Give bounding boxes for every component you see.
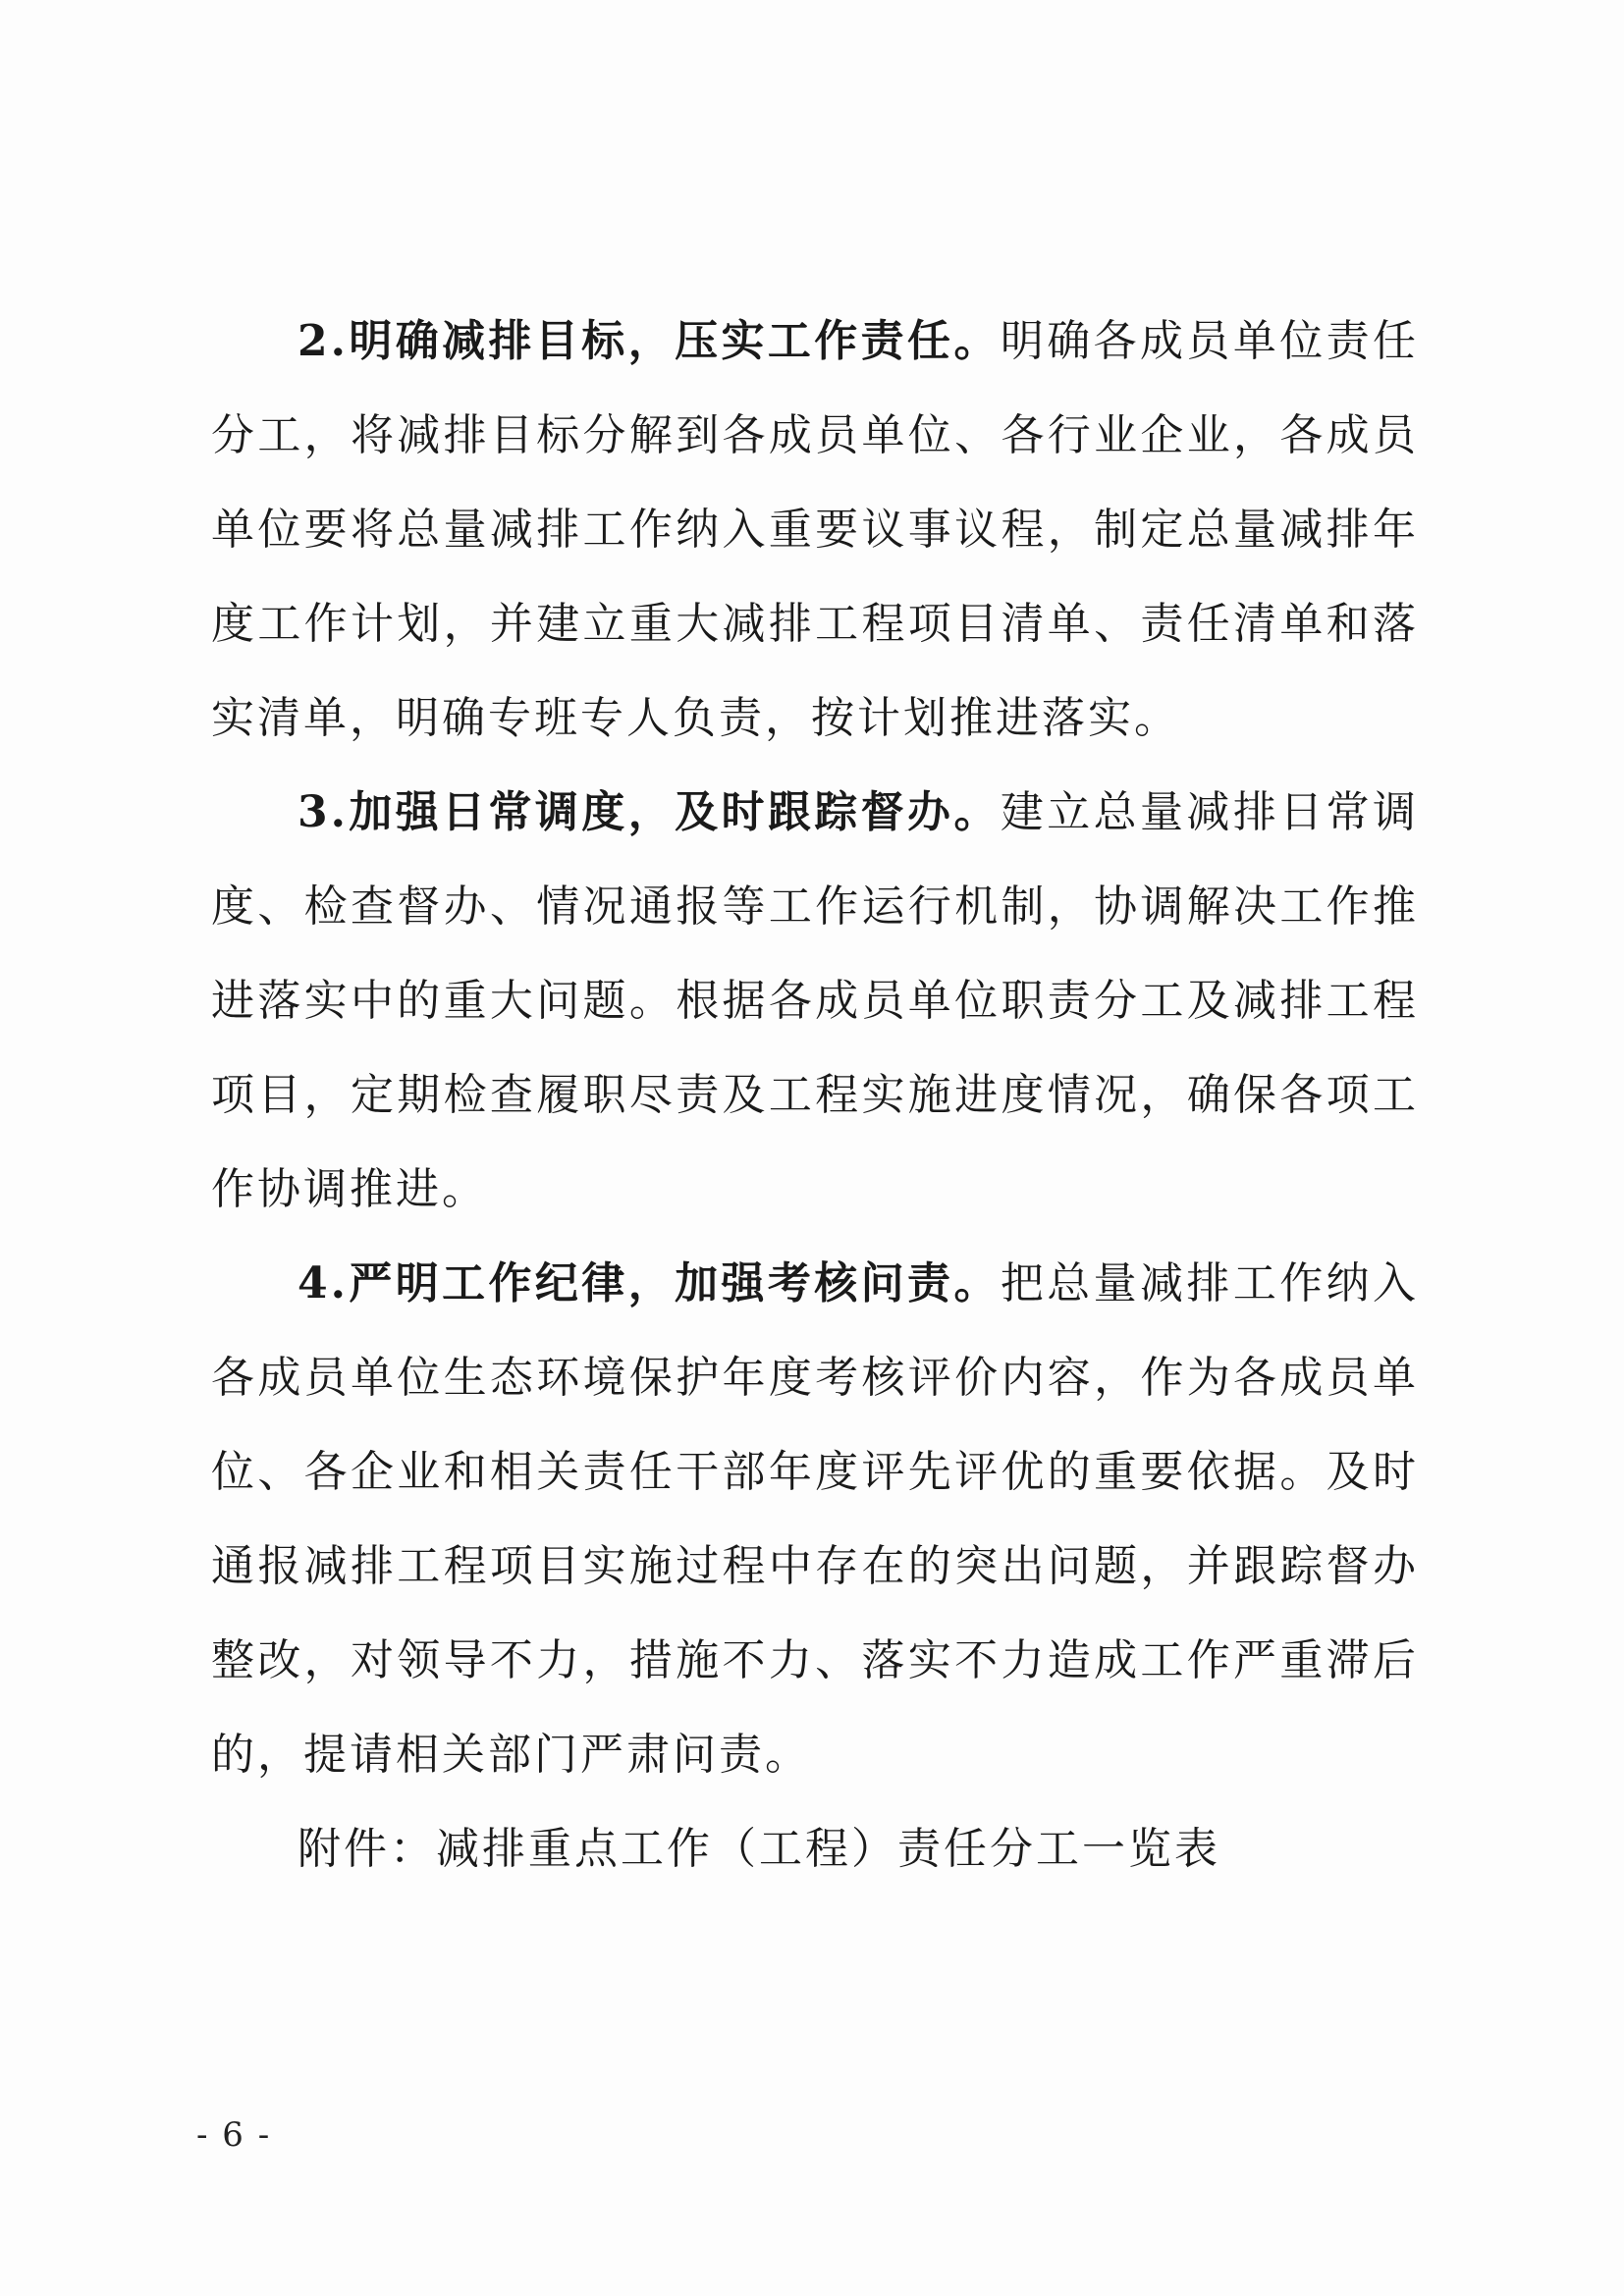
paragraph-4	[211, 1237, 1419, 1802]
paragraph-2-text: 明确各成员单位责任分工，将减排目标分解到各成员单位、各行业企业，各成员单位要将总量减排工作纳入重要议事议程，制定总量减排年度工作计划，并建立重大减排工程项目清单、责任清单和落实清单，明确专班专人负责，按计划推进落实。	[211, 316, 1419, 743]
paragraph-4-title: 4.严明工作纪律，加强考核问责。	[298, 1258, 1001, 1308]
paragraph-2	[211, 294, 1419, 766]
page-number: - 6 -	[196, 2115, 272, 2155]
paragraph-3-title: 3.加强日常调度，及时跟踪督办。	[298, 787, 1001, 837]
paragraph-2-title: 2.明确减排目标，压实工作责任。	[298, 316, 1001, 366]
document-body	[211, 294, 1419, 1896]
paragraph-3	[211, 766, 1419, 1237]
paragraph-4-text: 把总量减排工作纳入各成员单位生态环境保护年度考核评价内容，作为各成员单位、各企业和相关责任干部年度评先评优的重要依据。及时通报减排工程项目实施过程中存在的突出问题，并跟踪督办整改，对领导不力，措施不力、落实不力造成工作严重滞后的，提请相关部门严肃问责。	[211, 1258, 1419, 1780]
paragraph-3-text: 建立总量减排日常调度、检查督办、情况通报等工作运行机制，协调解决工作推进落实中的重大问题。根据各成员单位职责分工及减排工程项目，定期检查履职尽责及工程实施进度情况，确保各项工作协调推进。	[211, 787, 1419, 1214]
attachment-note: 附件：减排重点工作（工程）责任分工一览表	[298, 1824, 1220, 1874]
